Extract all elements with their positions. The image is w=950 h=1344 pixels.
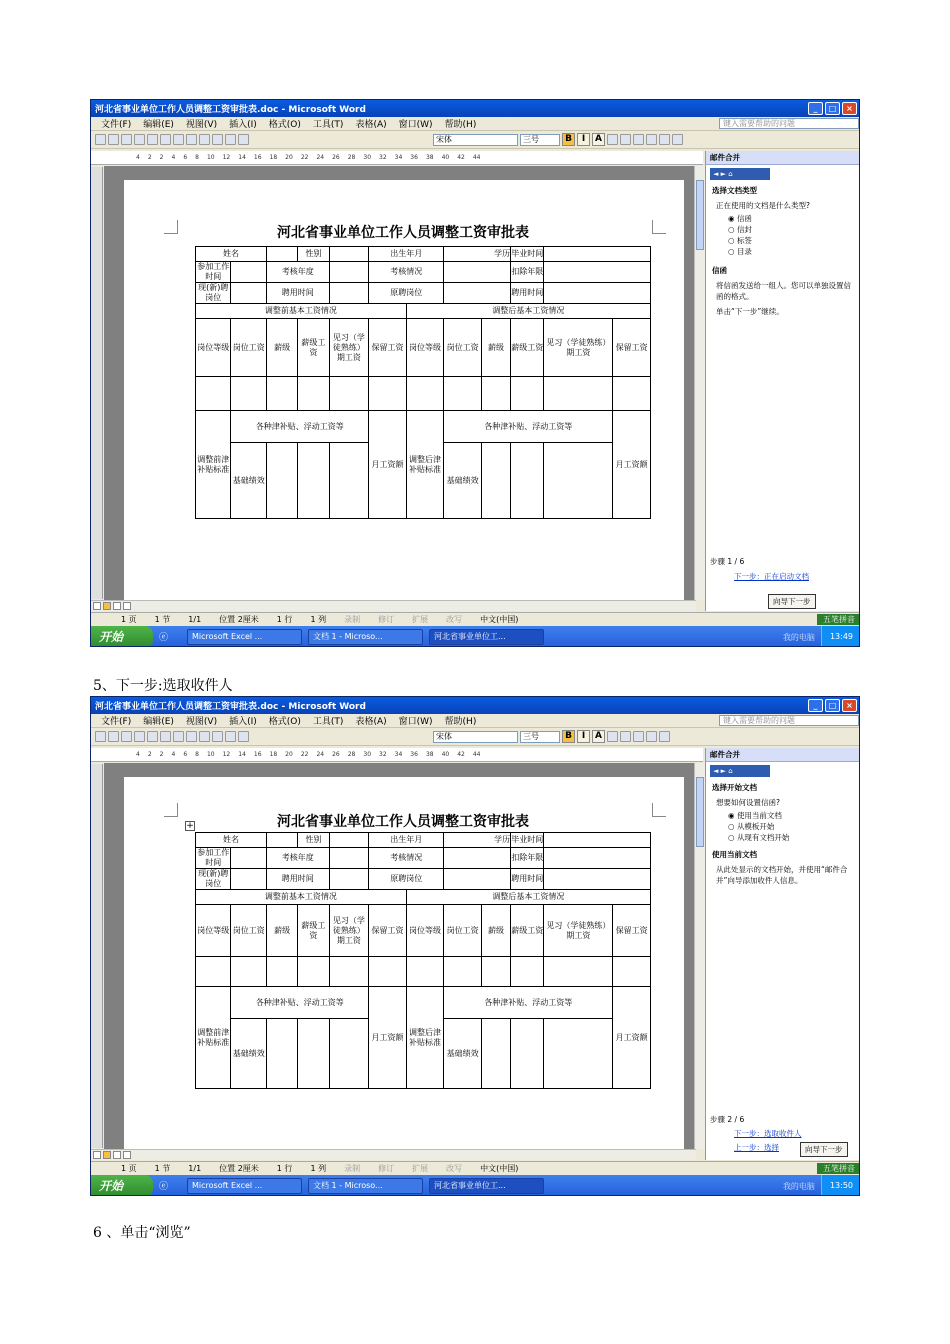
task-doc2[interactable]: 河北省事业单位工... [429,629,544,645]
italic-button[interactable]: I [577,133,590,146]
align-right-icon[interactable] [633,134,644,145]
option-label[interactable]: ○ 标签 [728,236,752,245]
taskbar: 开始 ⓔ Microsoft Excel ... 文档 1 - Microso... 河北省事业单位工... 我的电脑 13:50 [91,1175,860,1196]
menu-file[interactable]: 文件(F) [101,120,132,130]
maximize-button[interactable]: □ [825,102,840,115]
window-title: 河北省事业单位工作人员调整工资审批表.doc - Microsoft Word [95,702,366,712]
size-select[interactable]: 三号 [520,134,560,146]
spell-icon[interactable] [160,731,171,742]
task-doc1[interactable]: 文档 1 - Microso... [308,629,423,645]
align-left-icon[interactable] [607,134,618,145]
caption-step6: 6 、单击“浏览” [93,1225,191,1241]
print-icon[interactable] [134,134,145,145]
spell-icon[interactable] [160,134,171,145]
table-icon[interactable] [238,731,249,742]
toolbar [91,131,859,149]
menu-bar [91,117,859,131]
copy-icon[interactable] [186,134,197,145]
status-bar: 1 页 1 节 1/1 位置 2厘米 1 行 1 列 录制 修订 扩展 改写 中文(中国) 五笔拼音 [91,612,860,625]
menu-edit[interactable]: 编辑(E) [143,120,174,130]
word-window-2 [90,696,860,1196]
taskbar: 开始 ⓔ Microsoft Excel ... 文档 1 - Microso... 河北省事业单位工... 我的电脑 13:49 [91,626,860,647]
system-tray-clock: 13:50 [821,1175,860,1196]
mail-merge-pane: 邮件合并 ◄ ► ⌂ 选择文档类型 正在使用的文档是什么类型? ◉ 信函 ○ 信封 ○ 标签 ○ 目录 信函 将信函发送给一组人。您可以单独设置信函的格式。 单击“下一步”继续。 步骤 1 / 6 下一步：正在启动文档 向导下一步 [705,151,860,611]
copy-icon[interactable] [186,731,197,742]
pane-nav[interactable]: ◄ ► ⌂ [710,765,770,777]
start-button[interactable]: 开始 [91,1175,153,1196]
toolbar: 宋体 三号 B I A [91,728,859,746]
new-icon[interactable] [95,731,106,742]
minimize-button[interactable]: _ [808,699,823,712]
open-icon[interactable] [108,134,119,145]
horizontal-ruler: 4 2 2 4 6 8 10 12 14 16 18 20 22 24 26 28 30 32 34 36 38 40 42 44 [91,151,703,165]
vertical-scrollbar[interactable] [694,166,705,600]
doc-title: 河北省事业单位工作人员调整工资审批表 [277,225,529,241]
redo-icon[interactable] [225,731,236,742]
paste-icon[interactable] [199,731,210,742]
numbering-icon[interactable] [646,134,657,145]
approval-form-table: 姓名 性别 出生年月 学历 毕业时间 参加工作时间 考核年度 考核情况 扣除年限 现(新)聘岗位 聘用时间 原聘岗位 聘用时间 调整前基本工资情况 调整后基本工资情况 岗位等级 岗位工资 薪级 薪级工资 见习（学徒熟练）期工资 保留工资 岗位等级 岗位工资 薪级 薪级工资 见习（学徒熟练）期工资 保留工资 调整前津补贴标准 各种津补贴、浮动工资等 月工资额 调整后津补贴标准 各种津补贴、浮动工资等 月工资额 基础绩效 基础绩效 [195,832,651,1089]
pane-title: 邮件合并 [706,151,860,165]
ime-bar[interactable]: 五笔拼音 [817,614,860,625]
help-search-input[interactable]: 键入需要帮助的问题 [719,715,859,726]
print-icon[interactable] [134,731,145,742]
next-step-link[interactable]: 下一步：正在启动文档 [734,572,809,581]
option-current-doc[interactable]: ◉ 使用当前文档 [728,811,782,820]
wizard-next-button[interactable]: 向导下一步 [768,594,816,609]
document-area[interactable] [104,763,696,1149]
help-search-input[interactable]: 键入需要帮助的问题 [719,118,859,129]
mail-merge-pane: 邮件合并 ◄ ► ⌂ 选择开始文档 想要如何设置信函? ◉ 使用当前文档 ○ 从模板开始 ○ 从现有文档开始 使用当前文档 从此处显示的文档开始，并使用“邮件合并”向导添加收件人信息。 步骤 2 / 6 下一步：选取收件人 上一步：选择 向导下一步 [705,748,860,1160]
table-move-handle[interactable]: + [186,821,194,831]
undo-icon[interactable] [212,731,223,742]
vertical-ruler [91,167,103,599]
undo-icon[interactable] [212,134,223,145]
quicklaunch-icon[interactable]: ⓔ [159,1182,169,1192]
prev-step-link[interactable]: 上一步：选择 [734,1143,779,1152]
title-bar [91,697,859,714]
cut-icon[interactable] [173,134,184,145]
word-window-1 [90,99,860,647]
quicklaunch-icon[interactable]: ⓔ [159,633,169,643]
horizontal-scrollbar[interactable] [91,1149,696,1160]
close-button[interactable]: × [842,699,857,712]
approval-form-table: 姓名 性别 出生年月 学历 毕业时间 参加工作时间 考核年度 考核情况 扣除年限 现(新)聘岗位 聘用时间 原聘岗位 聘用时间 调整前基本工资情况 调整后基本工资情况 岗位等级 岗位工资 薪级 薪级工资 见习（学徒熟练）期工资 保留工资 岗位等级 岗位工资 薪级 薪级工资 见习（学徒熟练）期工资 保留工资 调整前津补贴标准 各种津补贴、浮动工资等 月工资额 调整后津补贴标准 各种津补贴、浮动工资等 月工资额 基础绩效 基础绩效 [195,246,651,519]
menu-view[interactable]: 视图(V) [185,120,218,130]
vertical-ruler [91,764,103,1148]
paste-icon[interactable] [199,134,210,145]
redo-icon[interactable] [225,134,236,145]
menu-table[interactable]: 表格(A) [355,120,387,130]
option-directory[interactable]: ○ 目录 [728,247,752,256]
preview-icon[interactable] [147,134,158,145]
new-icon[interactable] [95,134,106,145]
cut-icon[interactable] [173,731,184,742]
bold-button[interactable]: B [562,133,575,146]
menu-tools[interactable]: 工具(T) [312,120,344,130]
caption-step5: 5、下一步:选取收件人 [93,678,233,694]
menu-window[interactable]: 窗口(W) [398,120,433,130]
maximize-button[interactable]: □ [825,699,840,712]
window-title: 河北省事业单位工作人员调整工资审批表.doc - Microsoft Word [95,105,366,115]
title-bar [91,100,859,117]
font-color-icon[interactable] [672,134,683,145]
vertical-scrollbar[interactable] [694,763,705,1149]
status-bar: 1 页 1 节 1/1 位置 2厘米 1 行 1 列 录制 修订 扩展 改写 中文(中国) 五笔拼音 [91,1161,860,1174]
next-step-link[interactable]: 下一步：选取收件人 [734,1129,802,1138]
close-button[interactable]: × [842,102,857,115]
char-shade-button[interactable]: A [592,133,605,146]
align-center-icon[interactable] [620,134,631,145]
preview-icon[interactable] [147,731,158,742]
document-page[interactable] [124,180,684,600]
save-icon[interactable] [121,731,132,742]
save-icon[interactable] [121,134,132,145]
minimize-button[interactable]: _ [808,102,823,115]
table-icon[interactable] [238,134,249,145]
font-select[interactable]: 宋体 [433,134,518,146]
option-envelope[interactable]: ○ 信封 [728,225,752,234]
option-template[interactable]: ○ 从模板开始 [728,822,775,831]
system-tray-clock: 13:49 [821,626,860,647]
task-excel[interactable]: Microsoft Excel ... [187,629,302,645]
open-icon[interactable] [108,731,119,742]
option-letter[interactable]: ◉ 信函 [728,214,752,223]
wizard-next-button[interactable]: 向导下一步 [800,1142,848,1157]
menu-insert[interactable]: 插入(I) [229,120,257,130]
document-area[interactable] [104,166,696,600]
menu-help[interactable]: 帮助(H) [444,120,477,130]
document-page[interactable]: + 河北省事业单位工作人员调整工资审批表 姓名 性别 出生年月 学历 毕业时间 参加工作时间 考核年度 考核情况 扣除年限 现(新)聘岗位 聘用时间 原聘岗位 聘用时间 调整前基本工资情况 调整后基本工资情况 岗位等级 岗位工资 薪级 薪级工资 见习（学徒熟练）期工资 保留工资 岗位等级 岗位工资 薪级 薪级工资 见习（学徒熟练）期工资 保留工资 调整前津补贴标准 各种津补贴、浮动工资等 月工资额 调整后津补贴标准 各种津补贴、浮动工资等 月工资额 基础绩效 基础绩效 [124,777,684,1149]
bullets-icon[interactable] [659,134,670,145]
pane-nav[interactable]: ◄ ► ⌂ [710,168,770,180]
horizontal-ruler: 4 2 2 4 6 8 10 12 14 16 18 20 22 24 26 28 30 32 34 36 38 40 42 44 [91,748,703,762]
option-existing-doc[interactable]: ○ 从现有文档开始 [728,833,790,842]
menu-format[interactable]: 格式(O) [268,120,301,130]
horizontal-scrollbar[interactable] [91,600,696,611]
start-button[interactable]: 开始 [91,626,153,647]
menu-bar: 文件(F) 编辑(E) 视图(V) 插入(I) 格式(O) 工具(T) 表格(A) 窗口(W) 帮助(H) 键入需要帮助的问题 [91,714,859,728]
